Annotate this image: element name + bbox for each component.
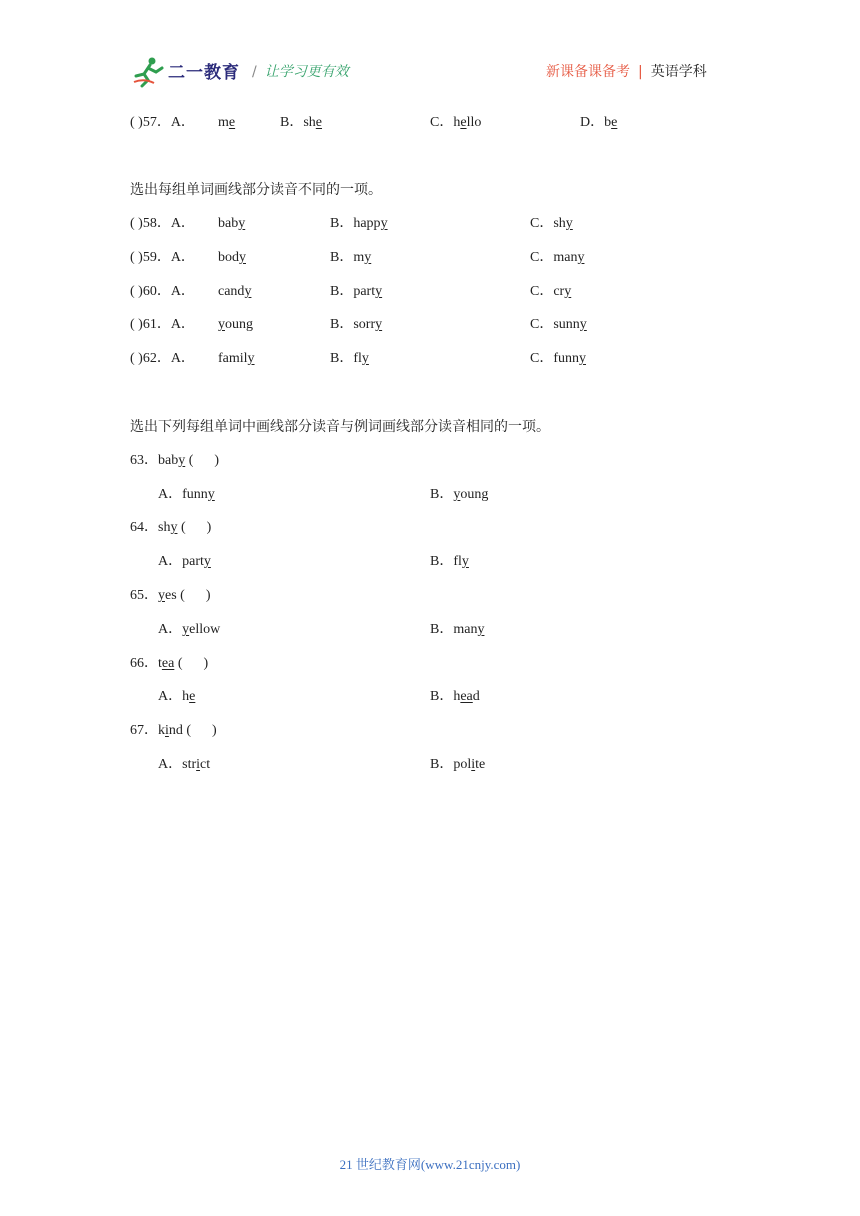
section-instruction: 选出每组单词画线部分读音不同的一项。 [130,182,382,198]
option-b: B．fly [330,351,369,366]
slogan-text: 让学习更有效 [264,64,349,80]
option-a: candy [218,284,252,299]
header-subject-name: 英语学科 [650,64,707,80]
option-b: B．party [330,284,383,299]
header-subject [546,61,707,81]
option-a: family [218,351,255,366]
page-footer: 21 世纪教育网(www.21cnjy.com) [339,1157,521,1172]
option-a: body [218,250,246,265]
option-c: C．cry [530,284,572,299]
option-c: C．funny [530,351,587,366]
header-separator: | [638,64,643,80]
header-tagline: 新课备课备考 [546,64,630,80]
option-b: B．head [430,689,480,704]
section-instruction: 选出下列每组单词中画线部分读音与例词画线部分读音相同的一项。 [130,419,550,435]
page-header [0,0,860,100]
option-d: D．be [580,115,618,130]
question-stem: 63．baby ( ) [130,453,220,468]
question-number: ( )59．A． [130,250,195,265]
option-a: A．yellow [158,622,221,637]
option-a: A．party [158,554,211,569]
question-number: ( )61．A． [130,317,195,332]
option-b: B．polite [430,757,486,772]
option-b: B．happy [330,216,388,231]
question-stem: 65．yes ( ) [130,588,211,603]
option-c: C．sunny [530,317,587,332]
logo [132,52,240,90]
option-b: B．my [330,250,372,265]
option-b: B．fly [430,554,469,569]
option-c: C．hello [430,115,482,130]
option-a: A．strict [158,757,211,772]
logo-text: 二一教育 [168,63,240,83]
option-a: baby [218,216,246,231]
slogan [252,61,349,81]
runner-logo-icon [132,56,166,88]
option-b: B．many [430,622,485,637]
option-b: B．young [430,487,489,502]
question-number: ( )57．A． [130,115,195,130]
question-stem: 64．shy ( ) [130,520,212,535]
option-c: C．shy [530,216,573,231]
option-a: young [218,317,253,332]
option-a: A．he [158,689,196,704]
question-stem: 66．tea ( ) [130,656,209,671]
option-b: B．she [280,115,323,130]
option-a: A．funny [158,487,215,502]
option-c: C．many [530,250,585,265]
question-number: ( )60．A． [130,284,195,299]
question-number: ( )62．A． [130,351,195,366]
slogan-slash: / [252,64,257,80]
option-b: B．sorry [330,317,383,332]
question-number: ( )58．A． [130,216,195,231]
option-a: me [218,115,236,130]
question-stem: 67．kind ( ) [130,723,217,738]
